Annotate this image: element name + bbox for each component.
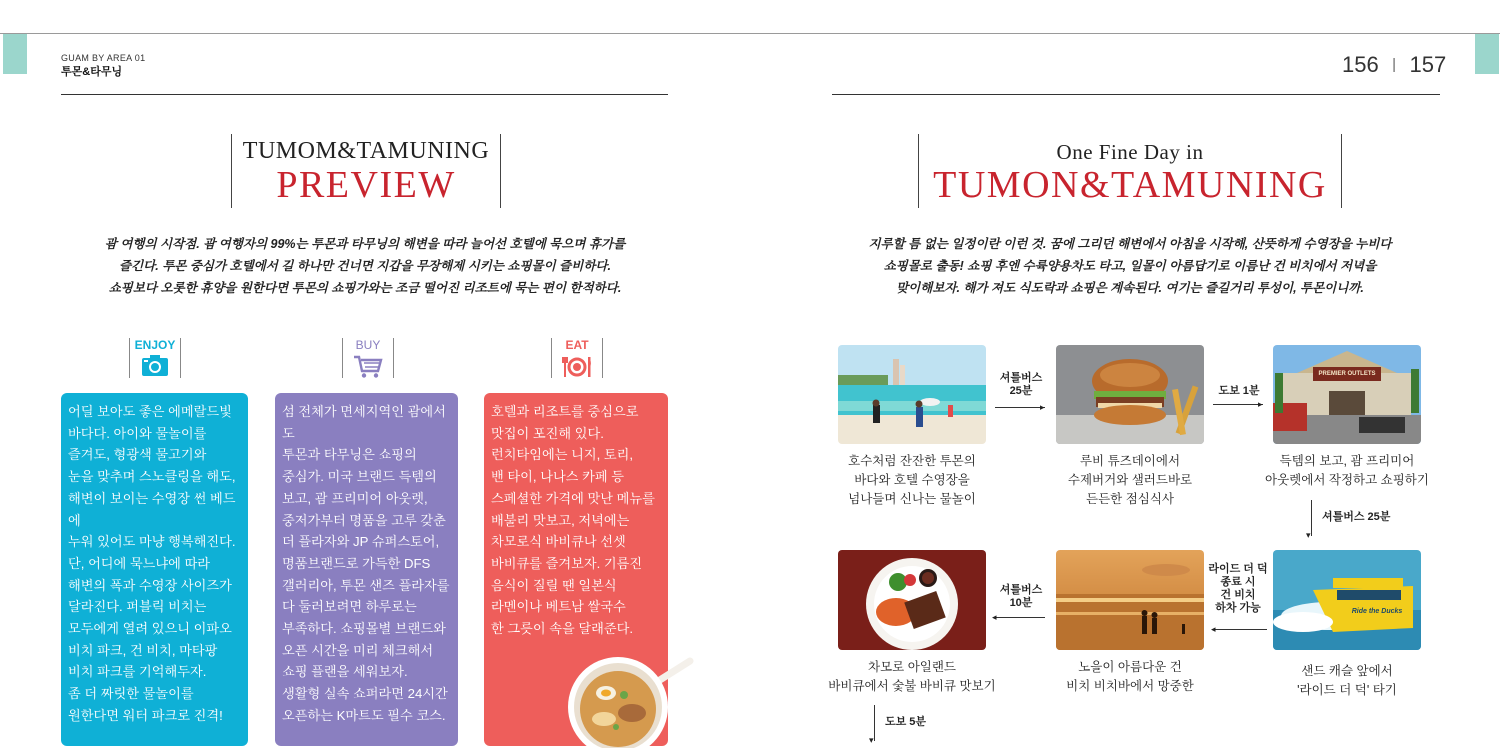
card-line: 갤러리아, 투몬 샌즈 플라자를: [282, 577, 450, 593]
caption-line: 노을이 아름다운 건: [1078, 660, 1182, 674]
card-line: 섬 전체가 면세지역인 괌에서도: [282, 404, 446, 441]
ride-the-ducks-photo: [1273, 550, 1421, 650]
header-rule: [832, 94, 1440, 95]
card-line: 보고, 괌 프리미어 아웃렛,: [282, 490, 428, 506]
intro-line: 쇼핑보다 오롯한 휴양을 원한다면 투몬의 쇼핑가와는 조금 떨어진 리조트에 묵는 편이 한적하다.: [108, 281, 622, 295]
card-line: 중심가. 미국 브랜드 득템의: [282, 469, 437, 485]
shopping-cart-icon: [353, 355, 383, 384]
page-number-right: 157: [1409, 52, 1447, 77]
transition-line: 셔틀버스 25분: [1322, 511, 1391, 523]
caption-line: 바다와 호텔 수영장을: [854, 473, 970, 487]
caption-line: 넘나들며 신나는 물놀이: [848, 492, 976, 506]
intro-line: 쇼핑몰로 출동! 쇼핑 후엔 수륙양용차도 타고, 일몰이 아름답기로 이름난 건 비치에서 저녁을: [883, 259, 1377, 273]
plate-cutlery-icon: [562, 355, 592, 384]
transition-line: 10분: [1009, 597, 1033, 609]
beach-photo: [838, 345, 986, 444]
transition-2-label: [1210, 385, 1268, 398]
transition-line: 건 비치: [1220, 589, 1256, 601]
preview-title-box: [231, 134, 501, 208]
transition-line: 하차 가능: [1215, 602, 1261, 614]
card-line: 한 그릇이 속을 달래준다.: [491, 621, 634, 637]
card-line: 투몬과 타무닝은 쇼핑의: [282, 447, 417, 463]
step-1-caption: [825, 452, 999, 509]
arrowhead-down-icon: ▾: [869, 735, 874, 745]
ramen-bowl-image: [566, 655, 694, 748]
card-line: 다 둘러보려면 하루로는: [282, 599, 417, 615]
caption-line: 든든한 점심식사: [1086, 492, 1174, 506]
arrowhead-right-icon: ▸: [1040, 402, 1045, 412]
caption-line: 수제버거와 샐러드바로: [1067, 473, 1193, 487]
card-line: 모두에게 열려 있으니 이파오: [68, 621, 232, 637]
caption-line: 호수처럼 잔잔한 투몬의: [848, 454, 976, 468]
one-fine-day-title-box: [918, 134, 1342, 208]
card-line: 오픈 시간을 미리 체크해서: [282, 642, 434, 658]
outlet-sign-text: PREMIER OUTLETS: [1318, 371, 1376, 377]
title-top: TUMOM&TAMUNING: [242, 138, 490, 164]
arrow-down-2: [874, 705, 875, 741]
step-3-caption: [1252, 452, 1442, 490]
card-line: 바비큐를 즐겨보자. 기름진: [491, 555, 643, 571]
card-line: 호텔과 리조트를 중심으로: [491, 404, 639, 419]
card-line: 스페셜한 가격에 맛난 메뉴를: [491, 490, 655, 506]
caption-line: 아웃렛에서 작정하고 쇼핑하기: [1265, 473, 1429, 487]
arrow-right-2: [1213, 404, 1263, 405]
intro-line: 괌 여행의 시작점. 괌 여행자의 99%는 투몬과 타무닝의 해변을 따라 늘어선 호텔에 묵으며 휴가를: [104, 237, 626, 251]
buy-card: [275, 393, 458, 746]
page-numbers: [1342, 52, 1446, 78]
outlet-mall-photo: [1273, 345, 1421, 444]
transition-line: 셔틀버스: [999, 584, 1043, 596]
arrow-down-1: [1311, 500, 1312, 536]
section-label: GUAM BY AREA 01: [61, 53, 146, 63]
category-label: BUY: [355, 338, 381, 352]
card-line: 쇼핑 플랜을 세워보자.: [282, 664, 408, 680]
step-2-caption: [1043, 452, 1217, 509]
card-line: 런치타임에는 니지, 토리,: [491, 447, 634, 463]
transition-5-label: [992, 584, 1050, 610]
transition-line: 도보 5분: [885, 716, 927, 728]
category-label: EAT: [565, 338, 589, 352]
enjoy-card: [61, 393, 248, 746]
card-line: 바다다. 아이와 물놀이를: [68, 425, 207, 441]
card-line: 부족하다. 쇼핑몰별 브랜드와: [282, 621, 446, 637]
page-separator: |: [1392, 56, 1397, 73]
card-line: 라멘이나 베트남 쌀국수: [491, 599, 626, 615]
caption-line: 샌드 캐슬 앞에서: [1301, 664, 1393, 678]
sunset-beach-photo: [1056, 550, 1204, 650]
card-line: 좀 더 짜릿한 물놀이를: [68, 686, 194, 702]
transition-line: 셔틀버스: [999, 372, 1043, 384]
arrow-right-1: [995, 407, 1045, 408]
title-top: One Fine Day in: [1056, 140, 1204, 164]
card-line: 비치 파크, 건 비치, 마타팡: [68, 642, 218, 658]
caption-line: 루비 튜즈데이에서: [1079, 454, 1181, 468]
intro-line: 지루할 틈 없는 일정이란 이런 것. 꿈에 그리던 해변에서 아침을 시작해, 산뜻하게 수영장을 누비다: [868, 237, 1392, 251]
title-main: TUMON&TAMUNING: [933, 164, 1327, 206]
card-line: 중저가부터 명품을 고루 갖춘: [282, 512, 446, 528]
header-rule: [61, 94, 668, 95]
category-enjoy: [129, 338, 181, 378]
card-line: 더 플라자와 JP 슈퍼스토어,: [282, 534, 440, 550]
step-6-caption: [825, 658, 999, 696]
card-line: 누워 있어도 마냥 행복해진다.: [68, 534, 236, 550]
caption-line: 차모로 아일랜드: [868, 660, 956, 674]
transition-line: 도보 1분: [1218, 385, 1260, 397]
card-line: 달라진다. 퍼블릭 비치는: [68, 599, 207, 615]
camera-icon: [141, 355, 169, 382]
arrowhead-down-icon: ▾: [1306, 530, 1311, 540]
card-line: 원한다면 워터 파크로 진격!: [68, 707, 223, 723]
category-eat: [551, 338, 603, 378]
card-line: 해변의 폭과 수영장 사이즈가: [68, 577, 232, 593]
caption-line: 득템의 보고, 괌 프리미어: [1279, 454, 1415, 468]
transition-1-label: [992, 372, 1050, 398]
arrowhead-right-icon: ▸: [1258, 399, 1263, 409]
caption-line: '라이드 더 덕' 타기: [1297, 683, 1397, 697]
page-number-left: 156: [1342, 52, 1379, 77]
transition-4-label: [1207, 563, 1269, 615]
arrowhead-left-icon: ◂: [1211, 624, 1216, 634]
caption-line: 비치 비치바에서 망중한: [1066, 679, 1194, 693]
card-line: 차모로식 바비큐나 선셋: [491, 534, 626, 550]
caption-line: 바비큐에서 숯불 바비큐 맛보기: [828, 679, 996, 693]
arrow-left-2: [995, 617, 1045, 618]
transition-line: 라이드 더 덕: [1208, 563, 1268, 575]
boat-text: Ride the Ducks: [1351, 608, 1403, 615]
card-line: 오픈하는 K마트도 필수 코스.: [282, 707, 446, 723]
card-line: 밴 타이, 나나스 카페 등: [491, 469, 624, 485]
card-line: 단, 어디에 묵느냐에 따라: [68, 555, 211, 571]
card-line: 어딜 보아도 좋은 에메랄드빛: [68, 404, 232, 419]
burger-photo: [1056, 345, 1204, 444]
card-line: 눈을 맞추며 스노클링을 해도,: [68, 469, 236, 485]
area-label: 투몬&타무닝: [61, 66, 123, 78]
title-main: PREVIEW: [276, 164, 456, 206]
transition-line: 종료 시: [1220, 576, 1256, 588]
transition-6-label: [885, 716, 945, 729]
step-4-caption: [1260, 662, 1434, 700]
intro-paragraph: [830, 233, 1430, 299]
category-buy: [342, 338, 394, 378]
card-line: 생활형 실속 쇼퍼라면 24시간: [282, 686, 448, 702]
card-line: 즐겨도, 형광색 물고기와: [68, 447, 207, 463]
category-label: ENJOY: [134, 338, 176, 352]
arrowhead-left-icon: ◂: [992, 612, 997, 622]
intro-paragraph: [60, 233, 670, 299]
card-line: 명품브랜드로 가득한 DFS: [282, 555, 431, 571]
card-line: 음식이 질릴 땐 일본식: [491, 577, 617, 593]
arrow-left-1: [1213, 629, 1267, 630]
step-5-caption: [1043, 658, 1217, 696]
card-line: 맛집이 포진해 있다.: [491, 425, 604, 441]
card-line: 해변이 보이는 수영장 썬 베드에: [68, 490, 236, 528]
transition-3-label: [1322, 511, 1402, 524]
intro-line: 맞이해보자. 해가 져도 식도락과 쇼핑은 계속된다. 여기는 즐길거리 투성이, 투몬이니까.: [896, 281, 1364, 295]
card-line: 배불리 맛보고, 저녁에는: [491, 512, 630, 528]
spread-top-edge: [0, 33, 1500, 34]
intro-line: 즐긴다. 투몬 중심가 호텔에서 길 하나만 건너면 지갑을 무장해제 시키는 쇼핑몰이 즐비하다.: [119, 259, 611, 273]
right-color-tab: [1475, 34, 1499, 74]
bbq-plate-photo: [838, 550, 986, 650]
card-line: 비치 파크를 기억해두자.: [68, 664, 207, 680]
transition-line: 25분: [1009, 385, 1033, 397]
left-color-tab: [3, 34, 27, 74]
